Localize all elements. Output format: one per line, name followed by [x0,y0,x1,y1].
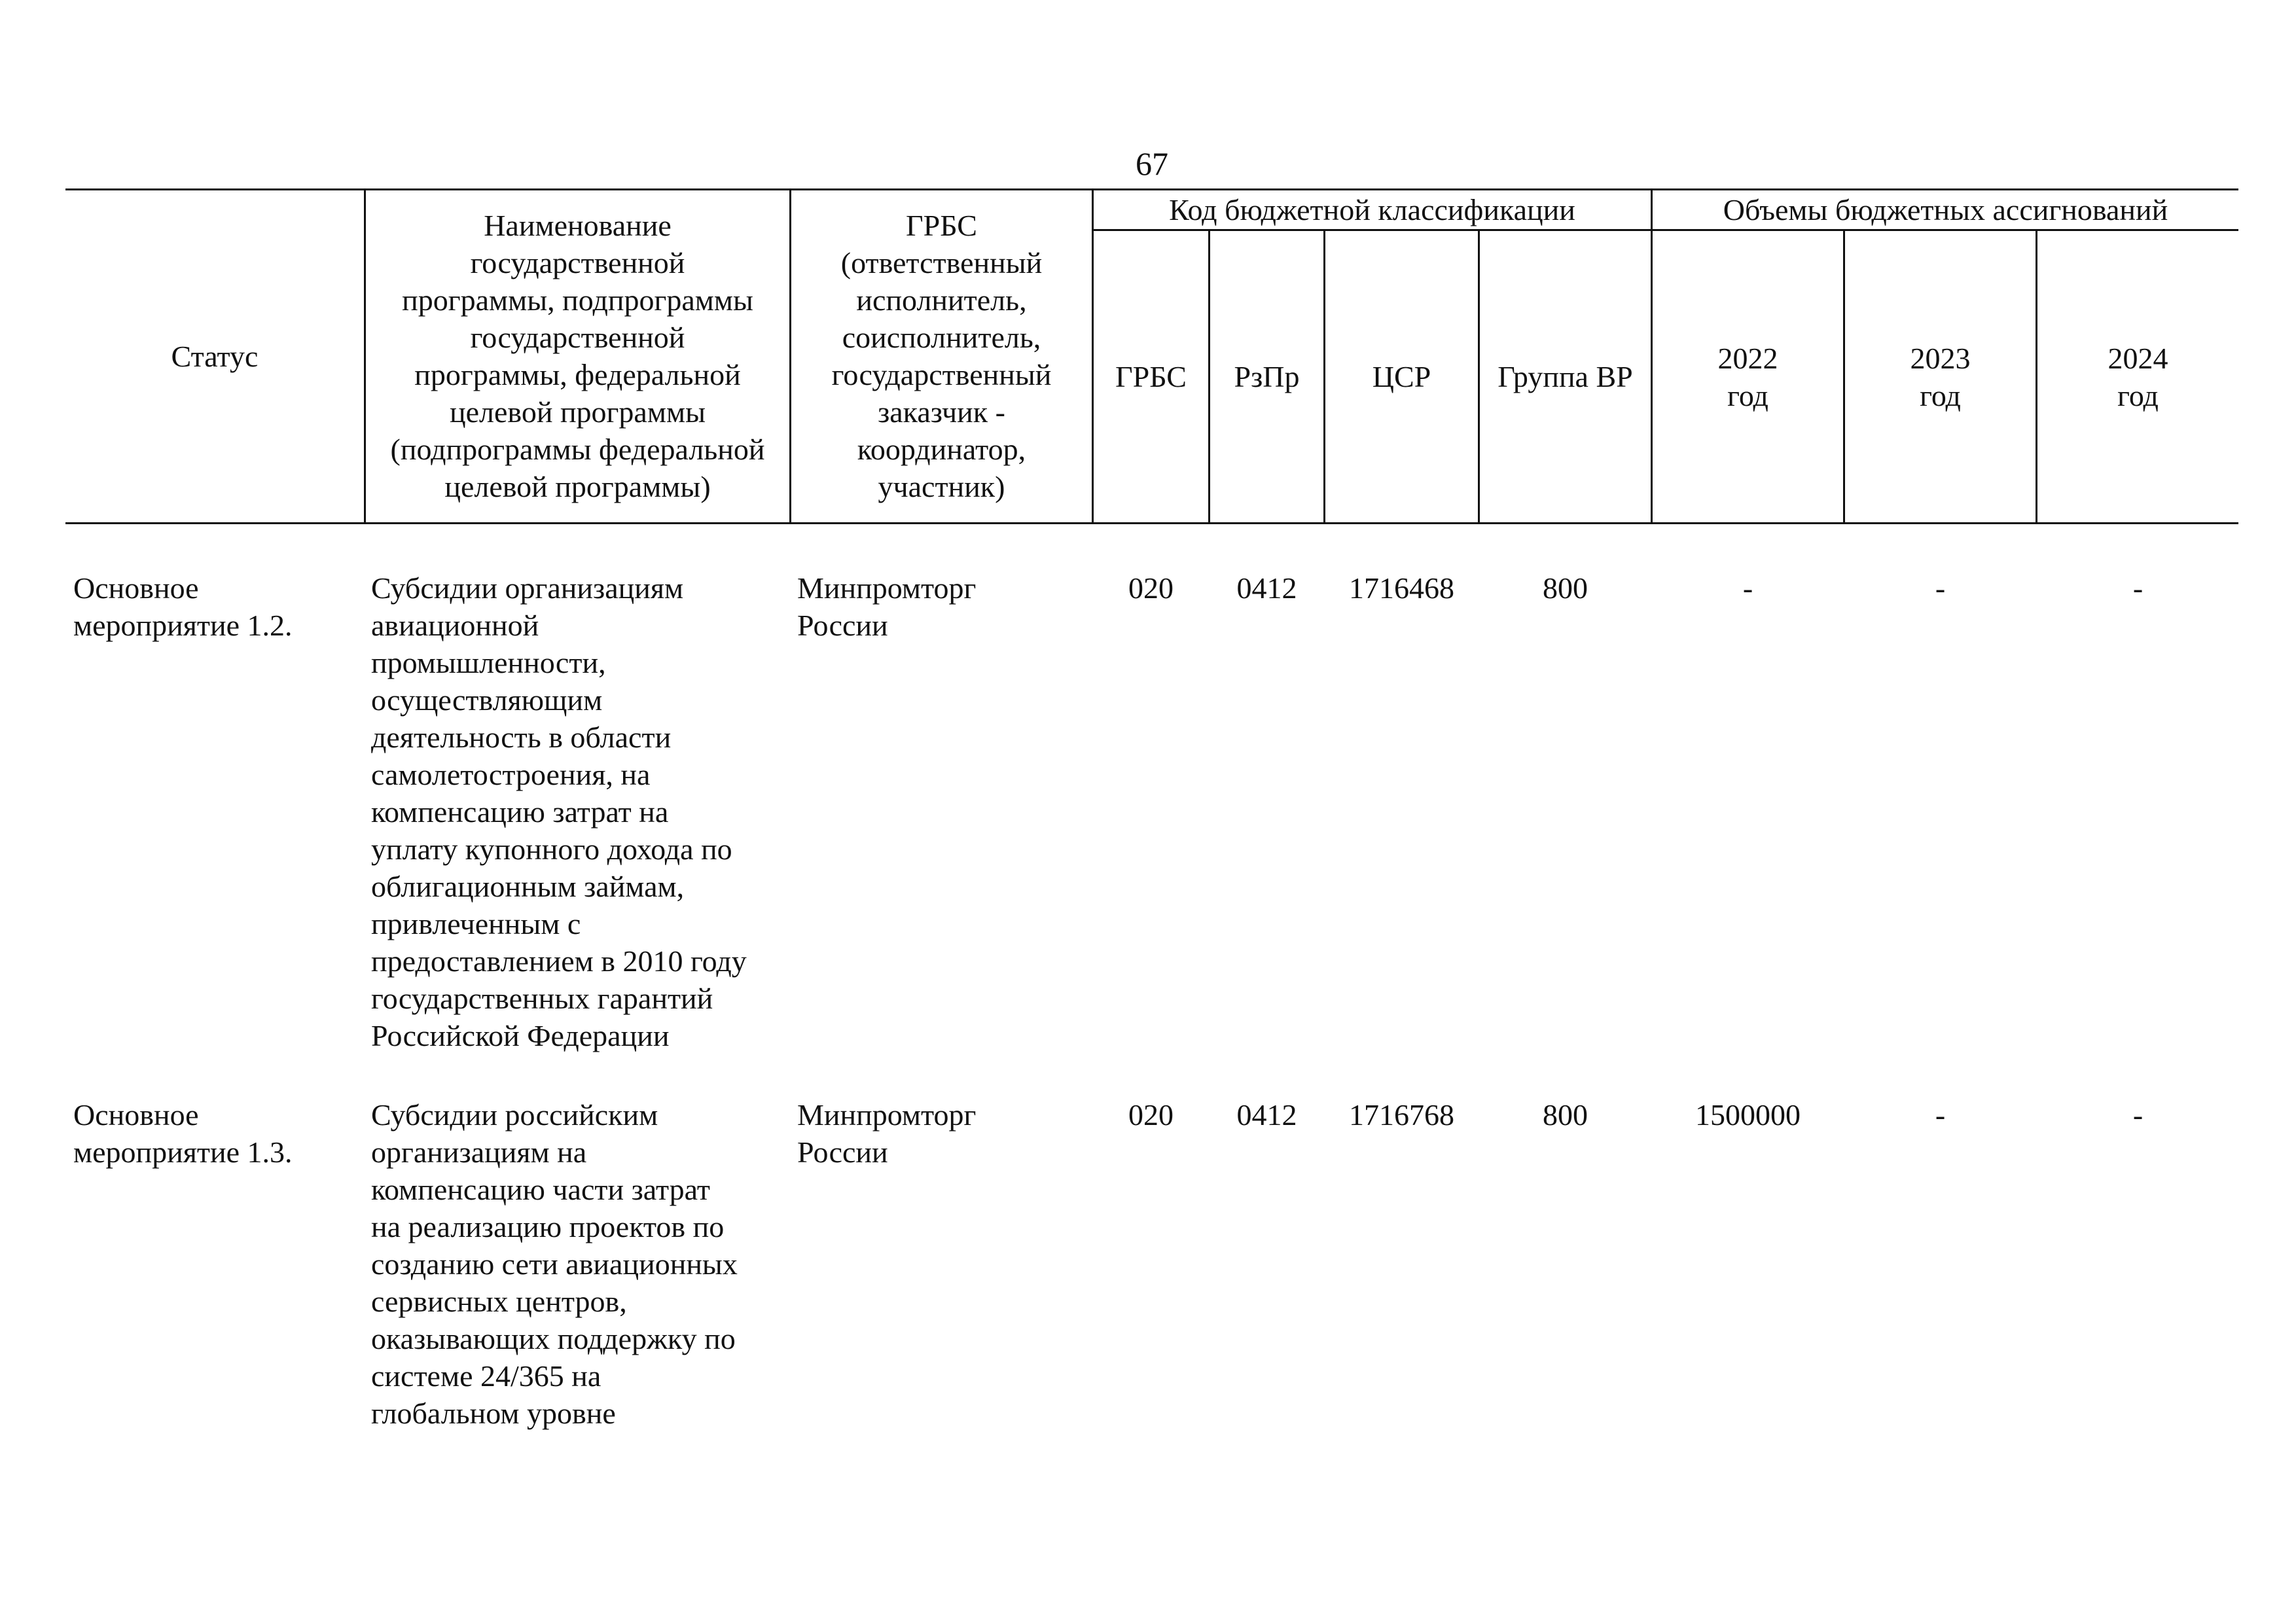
row-vr: 800 [1543,571,1588,605]
header-year-2024: 2024 год [2108,341,2168,412]
row-csr: 1716768 [1349,1098,1454,1132]
header-rzpr: РзПр [1234,360,1300,393]
row-2024: - [2132,1098,2144,1132]
row-rzpr: 0412 [1236,571,1297,605]
row-2022: 1500000 [1695,1098,1801,1132]
header-program-name: Наименование государственной программы, подпрограммы государственной программы, федеральной целевой программы (подпрограммы федеральной целевой программы) [390,209,765,503]
row-csr: 1716468 [1349,571,1454,605]
row-2024: - [2132,571,2144,605]
row-2022: - [1742,571,1753,605]
row-grbs: 020 [1128,1098,1174,1132]
header-budget-code-group: Код бюджетной классификации [1169,193,1575,226]
header-year-2023: 2023 год [1910,341,1971,412]
row-status: Основное мероприятие 1.3. [73,1098,293,1169]
header-year-2022: 2022 год [1717,341,1778,412]
row-vr: 800 [1543,1098,1588,1132]
row-2023: - [1935,571,1946,605]
header-status: Статус [171,340,259,373]
row-name: Субсидии российским организациям на компенсацию части затрат на реализацию проектов по созданию сети авиационных сервисных центров, оказывающих поддержку по системе 24/365 на глобальном уровне [371,1098,738,1430]
header-grbs: ГРБС [1115,360,1187,393]
header-csr: ЦСР [1372,360,1431,393]
row-executor: Минпромторг России [797,1098,977,1169]
header-budget-volume-group: Объемы бюджетных ассигнований [1723,193,2168,226]
page-number: 67 [1136,145,1168,182]
header-vr-group: Группа ВР [1498,360,1633,393]
row-2023: - [1935,1098,1946,1132]
row-grbs: 020 [1128,571,1174,605]
header-grbs-executor: ГРБС (ответственный исполнитель, соисполнитель, государственный заказчик - координатор, участник) [831,209,1052,503]
row-executor: Минпромторг России [797,571,977,642]
table-top-border [65,188,2238,190]
row-rzpr: 0412 [1236,1098,1297,1132]
row-name: Субсидии организациям авиационной промышленности, осуществляющим деятельность в области самолетостроения, на компенсацию затрат на уплату купонного дохода по облигационным займам, привлеченным с предоставлением в 2010 году государственных гарантий Российской Федерации [371,571,747,1052]
row-status: Основное мероприятие 1.2. [73,571,293,642]
header-bottom-border [65,522,2238,524]
